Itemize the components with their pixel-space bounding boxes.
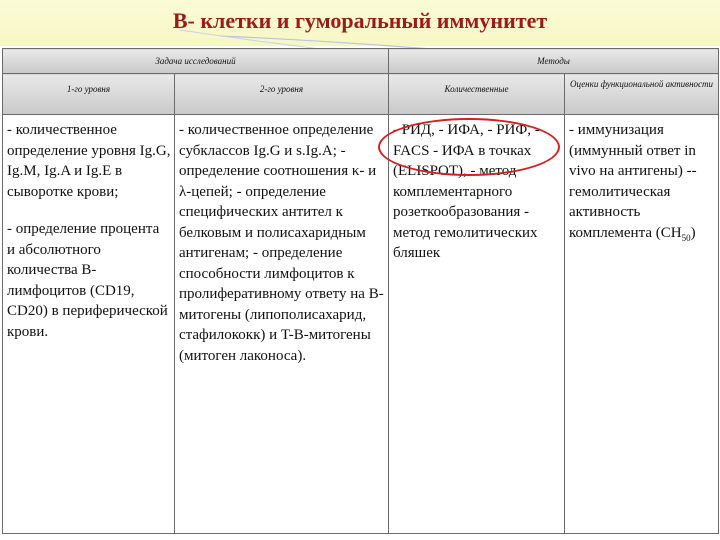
column-header-functional <box>565 74 719 115</box>
methods-table <box>2 48 719 534</box>
column-header-quantitative <box>389 74 565 115</box>
cell-quantitative-text: - РИД, - ИФА, - РИФ, - FACS - ИФА в точках (ELISPOT), - метод комплементарного розеткообразования - метод гемолитических бляшек <box>393 122 540 261</box>
cell-level2 <box>175 115 389 534</box>
cell-level1 <box>3 115 175 534</box>
group-header-row <box>3 49 719 74</box>
column-header-level2-label: 2-го уровня <box>259 84 304 94</box>
cell-functional-text <box>565 115 718 248</box>
group-header-methods: Методы <box>389 49 719 74</box>
cell-quantitative <box>389 115 565 534</box>
column-header-level1-label: 1-го уровня <box>66 84 111 94</box>
column-header-functional-label: Оценки функциональной активности <box>569 79 714 89</box>
level1-paragraph-2: - определение процента и абсолютного количества B-лимфоцитов (CD19, CD20) в периферической крови. <box>7 221 168 340</box>
level1-paragraph-1: - количественное определение уровня Ig.G, Ig.M, Ig.A и Ig.E в сыворотке крови; <box>7 122 171 200</box>
cell-level2-text: - количественное определение субклассов Ig.G и s.Ig.A; - определение соотношения κ- и λ-цепей; - определение специфических антител к белковым и полисахаридным антигенам; - определение способности лимфоцитов к пролиферативному ответу на B-митогены (липополисахарид, стафилококк) и T-B-митогены (митоген лаконоса). <box>179 122 384 364</box>
column-header-quantitative-label: Количественные <box>444 84 509 94</box>
content-row <box>3 115 719 534</box>
group-header-tasks: Задача исследований <box>3 49 389 74</box>
functional-subscript: 50 <box>681 232 691 243</box>
highlight-circle <box>378 118 560 176</box>
functional-main-text: - иммунизация (иммунный ответ in vivo на антигены) -- гемолитическая активность комплемента (CH <box>569 122 697 241</box>
column-header-level2 <box>175 74 389 115</box>
cell-functional <box>565 115 719 534</box>
slide-title: В- клетки и гуморальный иммунитет <box>172 8 548 33</box>
functional-close: ) <box>690 224 696 241</box>
cell-level1-text <box>3 115 174 342</box>
column-header-level1 <box>3 74 175 115</box>
column-header-row <box>3 74 719 115</box>
